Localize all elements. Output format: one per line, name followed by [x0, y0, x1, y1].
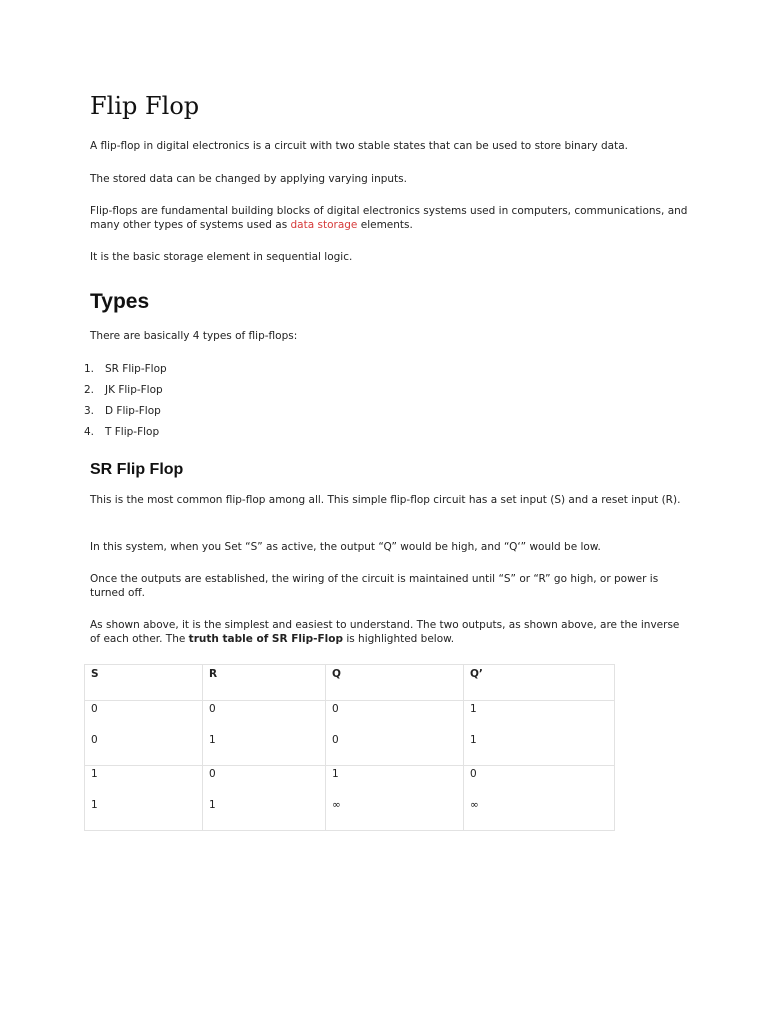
- table-cell-value: 0: [470, 768, 477, 780]
- sr-paragraph-4: [90, 618, 690, 646]
- table-cell: [85, 766, 203, 831]
- list-item-number: 2.: [83, 384, 94, 396]
- table-cell: [85, 701, 203, 766]
- table-cell-value: 1: [470, 703, 477, 715]
- list-item-label: SR Flip-Flop: [105, 363, 167, 375]
- table-cell: [203, 766, 326, 831]
- table-cell: [326, 766, 464, 831]
- list-item-label: D Flip-Flop: [105, 405, 161, 417]
- table-cell-value: 1: [91, 768, 98, 780]
- list-item: [80, 404, 167, 425]
- sr-paragraph-2: In this system, when you Set “S” as active, the output “Q” would be high, and “Q‘” would be low.: [90, 541, 601, 553]
- table-cell-value: 0: [209, 703, 216, 715]
- sr-paragraph-3: Once the outputs are established, the wiring of the circuit is maintained until “S” or “R” go high, or power is turned off.: [90, 573, 659, 599]
- truth-table: [84, 664, 615, 831]
- table-header-cell: Q: [326, 665, 464, 701]
- sr-flip-flop-heading: SR Flip Flop: [90, 461, 184, 478]
- data-storage-link[interactable]: data storage: [290, 219, 358, 231]
- intro-paragraph-1: A flip-flop in digital electronics is a circuit with two stable states that can be used to store binary data.: [90, 140, 628, 152]
- intro-paragraph-3-text-a: Flip-flops are fundamental building blocks of digital electronics systems used in computers, communications, and many other types of systems used as: [90, 205, 688, 231]
- types-heading: Types: [90, 290, 150, 313]
- truth-table-emphasis: truth table of SR Flip-Flop: [188, 633, 343, 645]
- types-list: [80, 362, 167, 446]
- types-intro: There are basically 4 types of flip-flops:: [90, 330, 298, 342]
- list-item: [80, 383, 167, 404]
- table-cell: [203, 701, 326, 766]
- table-cell-value: 1: [332, 768, 339, 780]
- table-header-row: [85, 665, 615, 701]
- list-item-number: 3.: [83, 405, 94, 417]
- table-cell-value: 0: [209, 768, 216, 780]
- sr-paragraph-1: This is the most common flip-flop among all. This simple flip-flop circuit has a set input (S) and a reset input (R).: [90, 494, 681, 506]
- table-header-cell: R: [203, 665, 326, 701]
- table-header-cell: S: [85, 665, 203, 701]
- table-cell-value: 0: [91, 703, 98, 715]
- table-cell-value: 1: [209, 734, 216, 746]
- table-cell-value: ∞: [470, 799, 479, 811]
- list-item-number: 4.: [83, 426, 94, 438]
- table-cell-value: 1: [470, 734, 477, 746]
- table-row: [85, 766, 615, 831]
- list-item-label: T Flip-Flop: [105, 426, 160, 438]
- table-cell-value: 0: [332, 734, 339, 746]
- table-cell: [464, 766, 615, 831]
- table-cell: [464, 701, 615, 766]
- intro-paragraph-3-text-b: elements.: [357, 219, 413, 231]
- table-cell: [326, 701, 464, 766]
- table-cell-value: 1: [91, 799, 98, 811]
- table-row: [85, 701, 615, 766]
- table-cell-value: 1: [209, 799, 216, 811]
- intro-paragraph-2: The stored data can be changed by applying varying inputs.: [90, 173, 407, 185]
- list-item-number: 1.: [83, 363, 94, 375]
- table-header-cell: Q’: [464, 665, 615, 701]
- table-cell-value: ∞: [332, 799, 341, 811]
- table-cell-value: 0: [332, 703, 339, 715]
- intro-paragraph-3: [90, 204, 690, 232]
- sr-paragraph-4-text-a: As shown above, it is the simplest and easiest to understand. The two outputs, as shown above, are the inverse of each other. The: [90, 619, 680, 645]
- sr-paragraph-4-text-b: is highlighted below.: [342, 633, 455, 645]
- page-title: Flip Flop: [90, 92, 200, 120]
- list-item: [80, 425, 167, 446]
- list-item: [80, 362, 167, 383]
- list-item-label: JK Flip-Flop: [105, 384, 163, 396]
- intro-paragraph-4: It is the basic storage element in sequential logic.: [90, 251, 353, 263]
- table-cell-value: 0: [91, 734, 98, 746]
